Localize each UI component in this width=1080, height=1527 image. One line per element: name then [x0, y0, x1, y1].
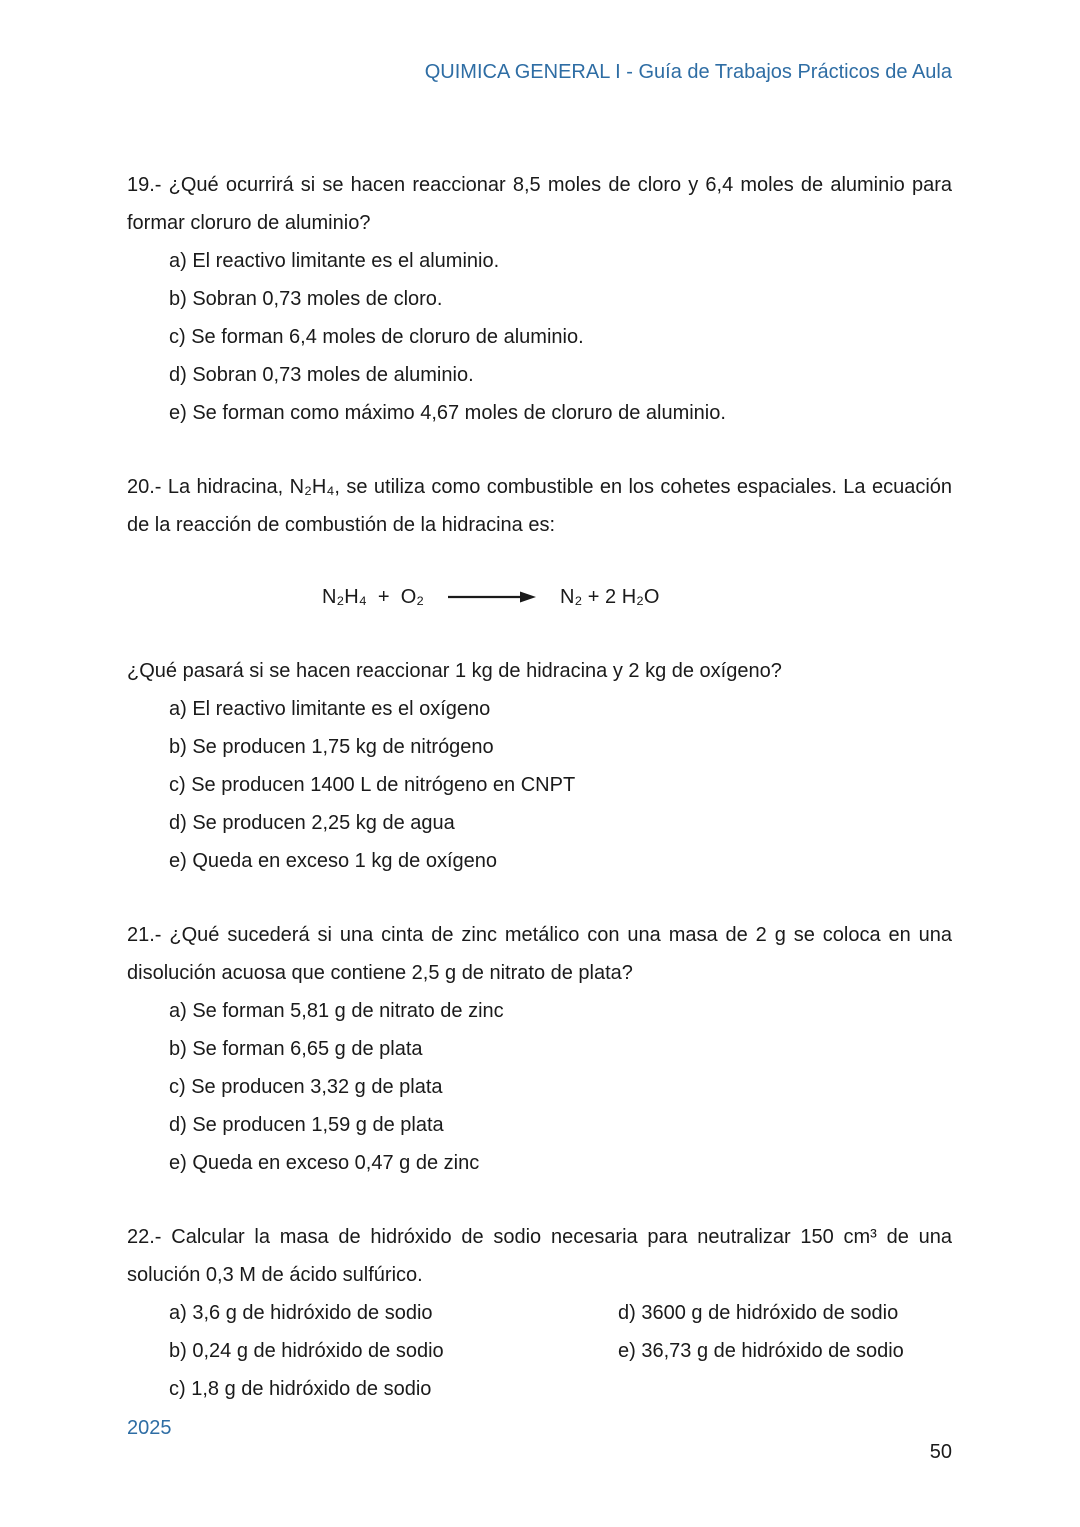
option-item: d) Sobran 0,73 moles de aluminio. [169, 364, 474, 386]
document-header [127, 60, 952, 84]
equation-reactants: N₂H₄ + O₂ [322, 585, 425, 608]
option-item: b) 0,24 g de hidróxido de sodio [169, 1340, 444, 1362]
question-stem: La hidracina, N₂H₄, se utiliza como combustible en los cohetes espaciales. La ecuación de la reacción de combustión de la hidracina es: [127, 476, 953, 536]
question-22 [127, 1218, 952, 1408]
option-item: c) 1,8 g de hidróxido de sodio [169, 1378, 432, 1400]
question-22-stem-paragraph [127, 1218, 952, 1294]
footer-year: 2025 [127, 1417, 172, 1439]
question-21 [127, 916, 952, 1182]
question-20 [127, 468, 952, 880]
reaction-equation [322, 578, 952, 616]
option-item: d) 3600 g de hidróxido de sodio [618, 1302, 899, 1324]
option-item: e) Queda en exceso 0,47 g de zinc [169, 1152, 480, 1174]
header-title: QUIMICA GENERAL I - Guía de Trabajos Prácticos de Aula [424, 61, 952, 83]
option-item: d) Se producen 1,59 g de plata [169, 1114, 444, 1136]
options-left-column [169, 1294, 618, 1408]
option-item: c) Se producen 1400 L de nitrógeno en CNPT [169, 774, 576, 796]
option-item: a) El reactivo limitante es el oxígeno [169, 698, 491, 720]
options-right-column [618, 1294, 952, 1408]
question-19-stem-paragraph [127, 166, 952, 242]
question-number: 22.- [127, 1226, 162, 1248]
question-20-subquestion: ¿Qué pasará si se hacen reaccionar 1 kg de hidracina y 2 kg de oxígeno? [127, 660, 782, 682]
question-20-stem-paragraph [127, 468, 952, 544]
option-item: a) 3,6 g de hidróxido de sodio [169, 1302, 433, 1324]
option-item: d) Se producen 2,25 kg de agua [169, 812, 455, 834]
option-item: b) Se forman 6,65 g de plata [169, 1038, 423, 1060]
option-item: e) Se forman como máximo 4,67 moles de cloruro de aluminio. [169, 402, 726, 424]
reaction-arrow-icon [448, 590, 536, 604]
question-number: 19.- [127, 174, 162, 196]
option-item: b) Se producen 1,75 kg de nitrógeno [169, 736, 494, 758]
question-22-options [127, 1294, 952, 1408]
option-item: b) Sobran 0,73 moles de cloro. [169, 288, 443, 310]
option-item: a) Se forman 5,81 g de nitrato de zinc [169, 1000, 504, 1022]
question-19-options [127, 242, 952, 432]
question-stem: ¿Qué sucederá si una cinta de zinc metálico con una masa de 2 g se coloca en una disolución acuosa que contiene 2,5 g de nitrato de plata? [127, 924, 953, 984]
option-item: a) El reactivo limitante es el aluminio. [169, 250, 500, 272]
question-19 [127, 166, 952, 432]
equation-products: N₂ + 2 H₂O [560, 585, 660, 608]
question-stem: Calcular la masa de hidróxido de sodio necesaria para neutralizar 150 cm³ de una solución 0,3 M de ácido sulfúrico. [127, 1226, 953, 1286]
question-20-options [127, 690, 952, 880]
question-21-options [127, 992, 952, 1182]
option-item: e) Queda en exceso 1 kg de oxígeno [169, 850, 498, 872]
question-stem: ¿Qué ocurrirá si se hacen reaccionar 8,5 moles de cloro y 6,4 moles de aluminio para formar cloruro de aluminio? [127, 174, 952, 234]
option-item: c) Se forman 6,4 moles de cloruro de aluminio. [169, 326, 584, 348]
question-21-stem-paragraph [127, 916, 952, 992]
option-item: e) 36,73 g de hidróxido de sodio [618, 1340, 904, 1362]
option-item: c) Se producen 3,32 g de plata [169, 1076, 443, 1098]
page-number: 50 [929, 1441, 952, 1463]
question-number: 21.- [127, 924, 162, 946]
question-number: 20.- [127, 476, 162, 498]
